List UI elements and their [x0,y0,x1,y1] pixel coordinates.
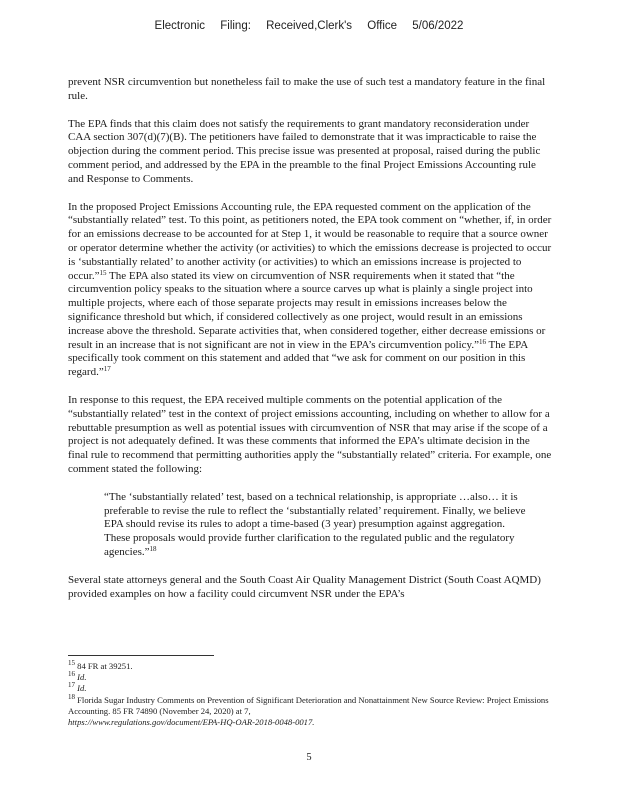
footnote-ref-15[interactable]: 15 [99,268,107,277]
footnote-ref-18[interactable]: 18 [149,544,157,553]
paragraph-2: The EPA finds that this claim does not satisfy the requirements to grant mandatory reconsideration under CAA section 307(d)(7)(B). The petitioners have failed to demonstrate that it was impracticable to raise the objection during the comment period. This precise issue was presented at proposal, raised during the public comment period, and addressed by the EPA in the preamble to the final Project Emissions Accounting rule and Response to Comments. [68,117,541,185]
paragraph-5: Several state attorneys general and the South Coast Air Quality Management District (South Coast AQMD) provided examples on how a facility could circumvent NSR under the EPA’s [68,573,541,600]
header-electronic: Electronic [154,20,206,32]
footnote-17: $^{17}$ Id. [68,681,87,694]
header-filing: Filing: [220,20,251,32]
paragraph-3: In the proposed Project Emissions Accounting rule, the EPA requested comment on the application of the “substantially related” test. To this point, as petitioners noted, the EPA took comment on “whether, if, in order for an emissions decrease to be accounted for at Step 1, it would be reasonable to require that a source owner or operator determine whether the activity (or activities) to which the emissions decrease is projected to occur is ‘substantially related’ to another activity (or activities) to which an emissions increase is projected to occur.”$^{15}$ The EPA also stated its view on circumvention of NSR requirements when it stated that “the circumvention policy speaks to the situation where a source carves up what is plainly a single project into multiple projects, where each of those separate projects may result in emissions increases below the significance threshold but which, if considered collectively as one project, would result in an emissions increase above the threshold. Separate activities that, when considered together, either decrease emissions or result in an increase that is not significant are not in view in the EPA’s circumvention policy.”$^{16}$ The EPA specifically took comment on this statement and added that “we ask for comment on our position in this regard.”$^{17}$ [68,200,552,379]
header-office: Office [367,20,398,32]
footnote-ref-17[interactable]: 17 [103,365,111,374]
page-number: 5 [306,752,312,763]
footnote-ref-16[interactable]: 16 [478,337,486,346]
paragraph-1: prevent NSR circumvention but nonetheless fail to make the use of such test a mandatory feature in the final rule. [68,76,546,102]
header-received: Received,Clerk's [266,20,353,32]
block-quote: “The ‘substantially related’ test, based on a technical relationship, is appropriate …also… it is preferable to revise the rule to reflect the ‘substantially related’ requirement. Finally, we believe EPA should revise its rules to adopt a time-based (3 year) presumption against aggregation. These proposals would provide further clarification to the regulated public and the regulatory agencies.”$^{18}$ [104,490,526,558]
filing-header [0,20,618,32]
footnote-18: $^{18}$ Florida Sugar Industry Comments on Prevention of Significant Deterioration and Nonattainment New Source Review: Project Emissions Accounting. 85 FR 74890 (November 24, 2020) at 7, https://www.regulations.gov/document/EPA-HQ-OAR-2018-0048-0017. [68,692,549,728]
footnote-16: $^{16}$ Id. [68,670,87,683]
header-date: 5/06/2022 [412,20,464,32]
footnote-15: $^{15}$ 84 FR at 39251. [68,659,133,671]
footnotes [68,661,552,728]
document-body [68,76,552,615]
footnote-18-link[interactable]: https://www.regulations.gov/document/EPA-HQ-OAR-2018-0048-0017. [68,717,315,728]
paragraph-4: In response to this request, the EPA received multiple comments on the potential application of the “substantially related” test in the context of project emissions accounting, including on whether to allow for a rebuttable presumption as well as potential issues with circumvention of NSR that may arise if the scope of a project is not adequately defined. It was these comments that informed the EPA’s ultimate decision in the final rule to recommend that permitting authorities apply the “substantially related” criteria. For example, one comment stated the following: [68,393,552,475]
footnote-divider [68,655,214,656]
